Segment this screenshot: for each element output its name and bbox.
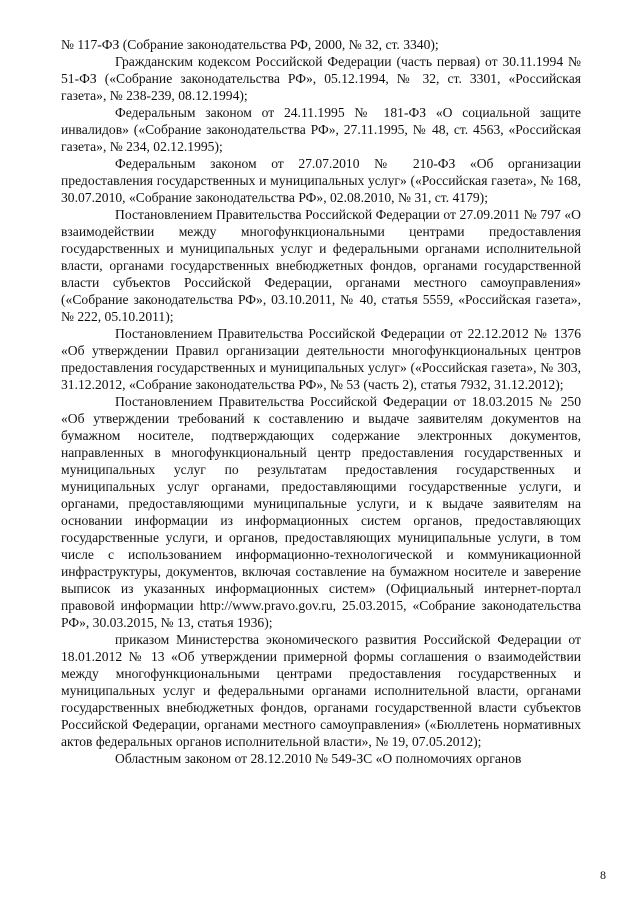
paragraph-8: приказом Министерства экономического развития Российской Федерации от 18.01.2012 № 13 «Об утверждении примерной формы соглашения о взаимодействии между многофункциональными центрами предоставления государственных и муниципальных услуг и федеральными органами исполнительной власти, органами государственных внебюджетных фондов, органами государственной власти субъектов Российской Федерации, органами местного самоуправления» («Бюллетень нормативных актов федеральных органов исполнительной власти», № 19, 07.05.2012); [61, 632, 581, 749]
paragraph-3: Федеральным законом от 24.11.1995 № 181-ФЗ «О социальной защите инвалидов» («Собрание законодательства РФ», 27.11.1995, № 48, ст. 4563, «Российская газета», № 234, 02.12.1995); [61, 105, 581, 154]
paragraph-6: Постановлением Правительства Российской Федерации от 22.12.2012 № 1376 «Об утверждении Правил организации деятельности многофункциональных центров предоставления государственных и муниципальных услуг» («Российская газета», № 303, 31.12.2012, «Собрание законодательства РФ», № 53 (часть 2), статья 7932, 31.12.2012); [61, 326, 581, 392]
paragraph-7: Постановлением Правительства Российской Федерации от 18.03.2015 № 250 «Об утверждении требований к составлению и выдаче заявителям документов на бумажном носителе, подтверждающих содержание электронных документов, направленных в многофункциональный центр предоставления государственных и муниципальных услуг по результатам предоставления государственных и муниципальных услуг органами, предоставляющими государственные услуги, и органами, предоставляющими муниципальные услуги, и к выдаче заявителям на основании информации из информационных систем органов, предоставляющих государственные услуги, и органов, предоставляющих муниципальные услуги, в том числе с использованием информационно-технологической и коммуникационной инфраструктуры, документов, включая составление на бумажном носителе и заверение выписок из указанных информационных систем» (Официальный интернет-портал правовой информации http://www.pravo.gov.ru, 25.03.2015, «Собрание законодательства РФ», 30.03.2015, № 13, статья 1936); [61, 394, 581, 630]
paragraph-2: Гражданским кодексом Российской Федерации (часть первая) от 30.11.1994 № 51-ФЗ («Собрание законодательства РФ», 05.12.1994, № 32, ст. 3301, «Российская газета», № 238-239, 08.12.1994); [61, 54, 581, 103]
paragraph-5: Постановлением Правительства Российской Федерации от 27.09.2011 № 797 «О взаимодействии между многофункциональными центрами предоставления государственных и муниципальных услуг и федеральными органами исполнительной власти, органами государственных внебюджетных фондов, органами государственной власти субъектов Российской Федерации, органами местного самоуправления» («Собрание законодательства РФ», 03.10.2011, № 40, статья 5559, «Российская газета», № 222, 05.10.2011); [61, 207, 581, 324]
paragraph-4: Федеральным законом от 27.07.2010 № 210-ФЗ «Об организации предоставления государственных и муниципальных услуг» («Российская газета», № 168, 30.07.2010, «Собрание законодательства РФ», 02.08.2010, № 31, ст. 4179); [61, 156, 581, 205]
document-body [61, 36, 581, 767]
paragraph-9: Областным законом от 28.12.2010 № 549-ЗС «О полномочиях органов [115, 751, 522, 766]
paragraph-1: № 117-ФЗ (Собрание законодательства РФ, 2000, № 32, ст. 3340); [61, 37, 439, 52]
page-number: 8 [600, 868, 606, 882]
